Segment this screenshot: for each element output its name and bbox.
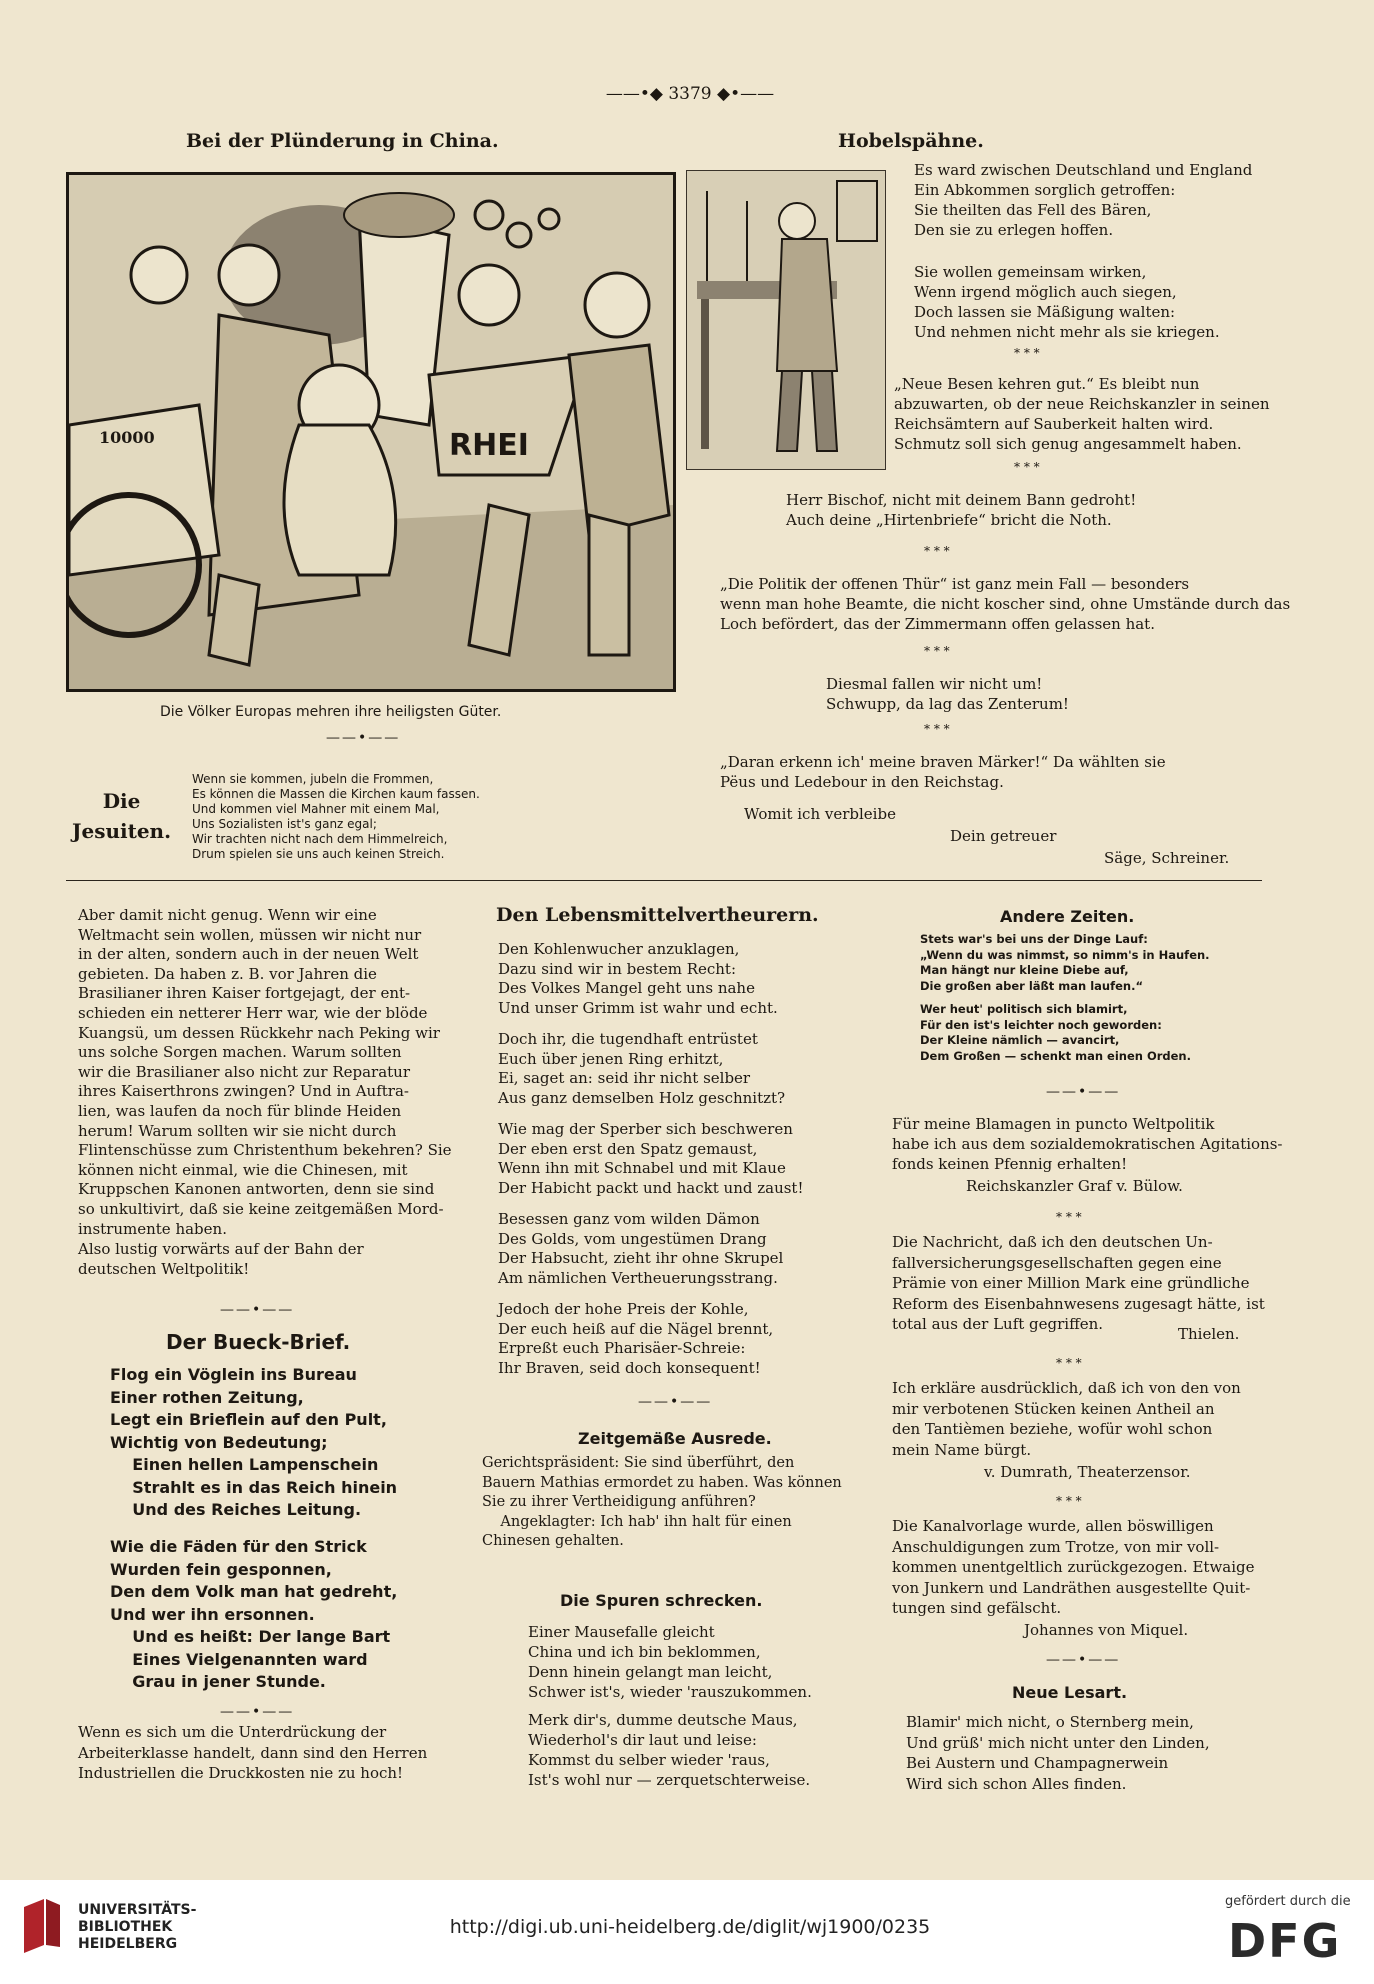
- hobel-para-3: „Die Politik der offenen Thür“ ist ganz mein Fall — besonders wenn man hohe Beamte, die nicht koscher sind, ohne Umstände durch das Loch befördert, das der Zimmermann offen gelassen hat.: [720, 575, 1291, 633]
- hobel-para-4: Diesmal fallen wir nicht um! Schwupp, da lag das Zenterum!: [826, 675, 1069, 713]
- miquel-text: Die Kanalvorlage wurde, allen böswilligen Anschuldigungen zum Trotze, von mir voll- kommen unentgeltlich zurückgezogen. Etwaige von Junkern und Landräthen ausgestellte Quit- tungen sind gefälscht.: [892, 1517, 1255, 1617]
- ausrede-text: Gerichtspräsident: Sie sind überführt, den Bauern Mathias ermordet zu haben. Was können Sie zu ihrer Vertheidigung anführen? Angeklagter: Ich hab' ihn halt für einen Chinesen gehalten.: [482, 1455, 842, 1550]
- page-number: 3379: [668, 84, 712, 104]
- separator: ——•——: [1046, 1652, 1121, 1668]
- ausrede-title: Zeitgemäße Ausrede.: [578, 1429, 772, 1448]
- ornament-right: ◆•——: [717, 84, 775, 104]
- separator: ——•——: [1046, 1084, 1121, 1100]
- col1-end: Wenn es sich um die Unterdrückung der Arbeiterklasse handelt, dann sind den Herren Industriellen die Druckkosten nie zu hoch!: [78, 1723, 428, 1782]
- col1-para-2: Also lustig vorwärts auf der Bahn der deutschen Weltpolitik!: [78, 1240, 364, 1278]
- lebensmittel-stanza-2: Doch ihr, die tugendhaft entrüstet Euch über jenen Ring erhitzt, Ei, saget an: seid ihr nicht selber Aus ganz demselben Holz geschnitzt?: [498, 1030, 786, 1107]
- separator: ——•——: [326, 730, 401, 746]
- asterisks: * * *: [924, 644, 950, 658]
- bueck-title: Der Bueck-Brief.: [166, 1330, 351, 1354]
- hobel-signature: Säge, Schreiner.: [1104, 849, 1230, 867]
- buelow-signature: Reichskanzler Graf v. Bülow.: [966, 1177, 1183, 1195]
- lebensmittel-stanza-3: Wie mag der Sperber sich beschweren Der eben erst den Spatz gemaust, Wenn ihn mit Schnabel und mit Klaue Der Habicht packt und hackt und zaust!: [498, 1120, 804, 1197]
- hobel-stanza-2: Sie wollen gemeinsam wirken, Wenn irgend möglich auch siegen, Doch lassen sie Mäßigung walten: Und nehmen nicht mehr als sie kriegen.: [914, 263, 1220, 341]
- dumrath-signature: v. Dumrath, Theaterzensor.: [984, 1463, 1191, 1481]
- spuren-stanza-2: Merk dir's, dumme deutsche Maus, Wiederhol's dir laut und leise: Kommst du selber wieder 'raus, Ist's wohl nur — zerquetschterweise.: [528, 1711, 811, 1789]
- permalink[interactable]: http://digi.ub.uni-heidelberg.de/diglit/wj1900/0235: [449, 1916, 931, 1938]
- sack-text: RHEI: [449, 428, 529, 463]
- dfg-logo: DFG: [1228, 1914, 1342, 1968]
- cartoon-caption: Die Völker Europas mehren ihre heiligsten Güter.: [160, 704, 502, 720]
- buelow-text: Für meine Blamagen in puncto Weltpolitik habe ich aus dem sozialdemokratischen Agitations- fonds keinen Pfennig erhalten!: [892, 1115, 1283, 1173]
- asterisks: * * *: [924, 722, 950, 736]
- lebensmittel-stanza-5: Jedoch der hohe Preis der Kohle, Der euch heiß auf die Nägel brennt, Erpreßt euch Pharisäer-Schreie: Ihr Braven, seid doch konsequent!: [498, 1300, 774, 1377]
- separator: ——•——: [638, 1394, 713, 1410]
- hobel-stanza-1: Es ward zwischen Deutschland und England Ein Abkommen sorglich getroffen: Sie theilten das Fell des Bären, Den sie zu erlegen hoffen.: [914, 161, 1253, 239]
- lesart-title: Neue Lesart.: [1012, 1683, 1128, 1702]
- carpenter-drawing: [687, 171, 885, 469]
- asterisks: * * *: [1014, 346, 1040, 360]
- car-number: 10000: [99, 428, 155, 447]
- cartoon-drawing: [69, 175, 673, 689]
- hobel-closing-2: Dein getreuer: [950, 827, 1057, 845]
- col1-para-1: Aber damit nicht genug. Wenn wir eine Weltmacht sein wollen, müssen wir nicht nur in der alten, sondern auch in der neuen Welt gebieten. Da haben z. B. vor Jahren die Brasilianer ihren Kaiser fortgejagt, der ent- schieden ein netterer Herr war, wie der blöde Kuangsü, um dessen Rückkehr nach Peking wir uns solche Sorgen machen. Warum sollten wir die Brasilianer also nicht zur Reparatur ihres Kaiserthrons zwingen? Und in Auftra- lien, was laufen da noch für blinde Heiden herum! Warum sollten wir sie nicht durch Flintenschüsse zum Christenthum bekehren? Sie können nicht einmal, wie die Chinesen, mit Kruppschen Kanonen antworten, denn sie sind so unkultivirt, daß sie keine zeitgemäßen Mord- instrumente haben.: [78, 906, 452, 1238]
- page-number-row: [560, 84, 820, 104]
- jesuiten-poem: Wenn sie kommen, jubeln die Frommen, Es können die Massen die Kirchen kaum fassen. Und kommen viel Mahner mit einem Mal, Uns Sozialisten ist's ganz egal; Wir trachten nicht nach dem Himmelreich, Drum spielen sie uns auch keinen Streich.: [192, 772, 480, 861]
- asterisks: * * *: [1014, 460, 1040, 474]
- carpenter-sketch: [686, 170, 886, 470]
- asterisks: * * *: [1056, 1494, 1082, 1508]
- asterisks: * * *: [1056, 1356, 1082, 1370]
- separator: ——•——: [220, 1302, 295, 1318]
- cartoon-illustration: [66, 172, 676, 692]
- hobel-para-2: Herr Bischof, nicht mit deinem Bann gedroht! Auch deine „Hirtenbriefe“ bricht die Noth.: [786, 491, 1137, 529]
- separator: ——•——: [220, 1704, 295, 1720]
- lesart-text: Blamir' mich nicht, o Sternberg mein, Und grüß' mich nicht unter den Linden, Bei Austern und Champagnerwein Wird sich schon Alles finden.: [906, 1713, 1210, 1793]
- asterisks: * * *: [1056, 1210, 1082, 1224]
- cartoon-title: Bei der Plünderung in China.: [186, 130, 499, 152]
- institution-name: UNIVERSITÄTS- BIBLIOTHEK HEIDELBERG: [78, 1902, 197, 1952]
- spuren-title: Die Spuren schrecken.: [560, 1591, 763, 1610]
- bueck-stanza-1: Flog ein Vöglein ins Bureau Einer rothen Zeitung, Legt ein Brieflein auf den Pult, Wichtig von Bedeutung; Einen hellen Lampenschein Strahlt es in das Reich hinein Und des Reiches Leitung.: [110, 1365, 398, 1519]
- sponsor-label: gefördert durch die: [1225, 1894, 1351, 1909]
- asterisks: * * *: [924, 544, 950, 558]
- hobelspaehne-title: Hobelspähne.: [838, 130, 984, 152]
- jesuiten-title: Die Jesuiten.: [72, 789, 172, 843]
- lebensmittel-stanza-4: Besessen ganz vom wilden Dämon Des Golds, vom ungestümen Drang Der Habsucht, zieht ihr ohne Skrupel Am nämlichen Vertheuerungsstrang.: [498, 1210, 784, 1287]
- hobel-para-1: „Neue Besen kehren gut.“ Es bleibt nun abzuwarten, ob der neue Reichskanzler in seinen Reichsämtern auf Sauberkeit halten wird. Schmutz soll sich genug angesammelt haben.: [894, 375, 1270, 453]
- ornament-left: ——•◆: [605, 84, 663, 104]
- andere-title: Andere Zeiten.: [1000, 907, 1135, 926]
- section-rule: [66, 880, 1262, 881]
- andere-stanza-2: Wer heut' politisch sich blamirt, Für den ist's leichter noch geworden: Der Kleine nämlich — avancirt, Dem Großen — schenkt man einen Orden.: [920, 1002, 1191, 1063]
- dumrath-text: Ich erkläre ausdrücklich, daß ich von den von mir verbotenen Stücken keinen Antheil an den Tantièmen beziehe, wofür wohl schon mein Name bürgt.: [892, 1379, 1241, 1459]
- thielen-signature: Thielen.: [1178, 1325, 1240, 1343]
- spuren-stanza-1: Einer Mausefalle gleicht China und ich bin beklommen, Denn hinein gelangt man leicht, Schwer ist's, wieder 'rauszukommen.: [528, 1623, 812, 1701]
- hobel-closing-1: Womit ich verbleibe: [744, 805, 896, 823]
- footer-bar: [0, 1880, 1374, 1984]
- bueck-stanza-2: Wie die Fäden für den Strick Wurden fein gesponnen, Den dem Volk man hat gedreht, Und wer ihn ersonnen. Und es heißt: Der lange Bart Eines Vielgenannten ward Grau in jener Stunde.: [110, 1537, 398, 1691]
- lebensmittel-title: Den Lebensmittelvertheurern.: [496, 904, 819, 926]
- lebensmittel-stanza-1: Den Kohlenwucher anzuklagen, Dazu sind wir in bestem Recht: Des Volkes Mangel geht uns nahe Und unser Grimm ist wahr und echt.: [498, 940, 778, 1017]
- ub-logo-icon: [18, 1897, 64, 1955]
- andere-stanza-1: Stets war's bei uns der Dinge Lauf: „Wenn du was nimmst, so nimm's in Haufen. Man hängt nur kleine Diebe auf, Die großen aber läßt man laufen.“: [920, 932, 1210, 993]
- thielen-text: Die Nachricht, daß ich den deutschen Un- fallversicherungsgesellschaften gegen eine Prämie von einer Million Mark eine gründliche Reform des Eisenbahnwesens zugesagt hätte, ist total aus der Luft gegriffen.: [892, 1233, 1265, 1333]
- miquel-signature: Johannes von Miquel.: [1024, 1621, 1189, 1639]
- hobel-para-5: „Daran erkenn ich' meine braven Märker!“ Da wählten sie Pëus und Ledebour in den Reichstag.: [720, 753, 1166, 791]
